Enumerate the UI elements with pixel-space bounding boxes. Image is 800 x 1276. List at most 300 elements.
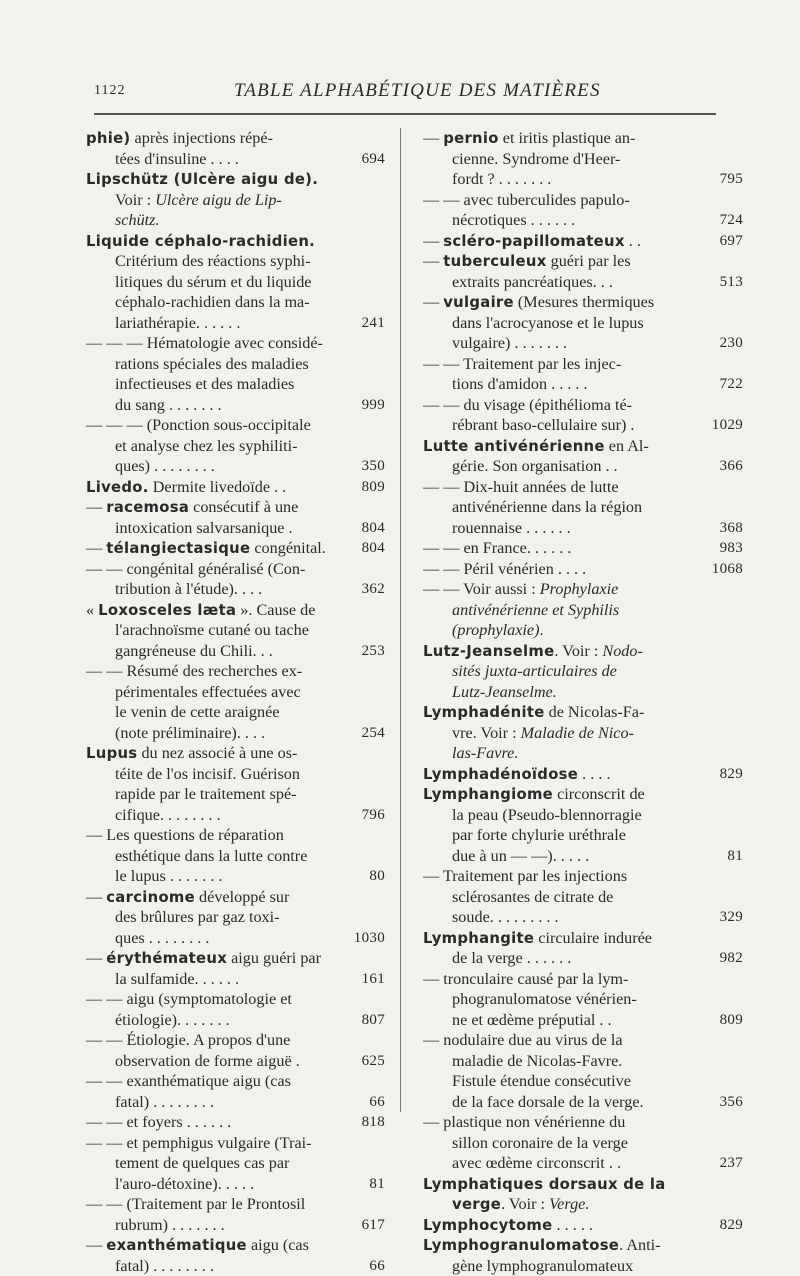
entry-text: de la verge . . . . . . (452, 949, 571, 967)
page-reference: 724 (720, 210, 743, 231)
page-number: 1122 (94, 83, 125, 99)
entry-text: avec œdème circonscrit . . (452, 1154, 621, 1172)
entry-line (452, 1092, 713, 1113)
entry-line (115, 1174, 376, 1195)
index-entry (423, 764, 713, 785)
entry-heading: Lymphocytome (423, 1217, 553, 1234)
entry-line (452, 497, 713, 518)
entry-text: rébrant baso-cellulaire sur) . (452, 416, 634, 434)
running-title: TABLE ALPHABÉTIQUE DES MATIÈRES (234, 80, 601, 102)
entry-reference: las-Favre. (452, 744, 518, 762)
page-reference: 1030 (354, 928, 385, 949)
index-entry (86, 333, 376, 415)
entry-line (423, 743, 713, 764)
entry-text: — (423, 232, 443, 250)
entry-line (423, 928, 713, 949)
entry-line (115, 1051, 376, 1072)
entry-line (86, 600, 376, 621)
entry-line (115, 374, 376, 395)
entry-text: infectieuses et des maladies (115, 375, 294, 393)
index-entry (86, 1235, 376, 1276)
entry-line (452, 313, 713, 334)
entry-line (452, 1051, 713, 1072)
entry-text: . . . . (578, 765, 610, 783)
entry-heading: verge (452, 1196, 501, 1213)
entry-text: vulgaire) . . . . . . . (452, 334, 567, 352)
entry-line (452, 600, 713, 621)
entry-line (452, 1133, 713, 1154)
page-reference: 1068 (712, 559, 743, 580)
entry-line (115, 456, 376, 477)
entry-text: fatal) . . . . . . . . (115, 1093, 214, 1111)
entry-line (115, 907, 376, 928)
page-reference: 254 (362, 723, 385, 744)
entry-line (423, 764, 713, 785)
entry-line (452, 620, 713, 641)
entry-text: observation de forme aiguë . (115, 1052, 300, 1070)
page-reference: 253 (362, 641, 385, 662)
entry-line (423, 456, 713, 477)
entry-line (452, 1071, 713, 1092)
entry-line (423, 641, 713, 662)
entry-text: — — Traitement par les injec- (423, 355, 621, 373)
entry-line (86, 313, 376, 334)
entry-heading: Lymphangite (423, 930, 534, 947)
entry-text: développé sur (195, 888, 289, 906)
entry-line (86, 477, 376, 498)
entry-line (423, 559, 713, 580)
entry-heading: Livedo. (86, 479, 149, 496)
index-entry (423, 641, 713, 703)
entry-line (423, 702, 713, 723)
column-divider (400, 128, 401, 1112)
entry-text: Dermite livedoïde . . (149, 478, 287, 496)
entry-text: « (86, 601, 98, 619)
entry-text: — plastique non vénérienne du (423, 1113, 625, 1131)
entry-text: le lupus . . . . . . . (115, 867, 222, 885)
entry-text: — (86, 1236, 106, 1254)
entry-text: soude. . . . . . . . . (452, 908, 559, 926)
page-reference: 81 (727, 846, 743, 867)
entry-line (423, 354, 713, 375)
entry-line (452, 333, 713, 354)
entry-text: téite de l'os incisif. Guérison (115, 765, 300, 783)
entry-line (115, 518, 376, 539)
entry-heading: carcinome (106, 889, 195, 906)
entry-text: et analyse chez les syphiliti- (115, 437, 298, 455)
entry-line (423, 251, 713, 272)
entry-text: congénital. (250, 539, 326, 557)
entry-text: — — (Traitement par le Prontosil (86, 1195, 305, 1213)
index-entry (423, 784, 713, 866)
entry-text: tions d'amidon . . . . . (452, 375, 588, 393)
entry-line (86, 559, 376, 580)
entry-line (452, 210, 713, 231)
entry-text: — — et pemphigus vulgaire (Trai- (86, 1134, 312, 1152)
entry-line (423, 538, 713, 559)
entry-heading: Lymphogranulomatose (423, 1237, 619, 1254)
entry-line (452, 907, 713, 928)
entry-text: l'arachnoïsme cutané ou tache (115, 621, 309, 639)
entry-text: tement de quelques cas par (115, 1154, 289, 1172)
index-column-left (86, 128, 376, 1276)
entry-text: . Voir : (554, 642, 602, 660)
page-reference: 617 (362, 1215, 385, 1236)
page-reference: 513 (720, 272, 743, 293)
entry-text: de Nicolas-Fa- (545, 703, 645, 721)
entry-line (452, 887, 713, 908)
entry-line (115, 395, 376, 416)
page-reference: 804 (362, 538, 385, 559)
page-reference: 161 (362, 969, 385, 990)
entry-text: — Traitement par les injections (423, 867, 627, 885)
index-entry (86, 497, 376, 538)
entry-line (86, 1194, 376, 1215)
entry-text: . (540, 621, 544, 639)
entry-line (86, 1071, 376, 1092)
entry-heading: érythémateux (106, 950, 227, 967)
entry-line (86, 251, 376, 272)
entry-text: ». Cause de (236, 601, 315, 619)
entry-line (86, 743, 376, 764)
entry-line (86, 1235, 376, 1256)
entry-line (423, 1256, 713, 1276)
entry-heading: Lupus (86, 745, 137, 762)
header-rule (94, 113, 716, 115)
entry-text: lariathérapie. . . . . . (115, 314, 240, 332)
entry-text: — (86, 888, 106, 906)
index-entry (86, 1112, 376, 1133)
entry-line (115, 682, 376, 703)
entry-text: gangréneuse du Chili. . . (115, 642, 273, 660)
entry-line (115, 1010, 376, 1031)
entry-reference: antivénérienne et Syphilis (452, 601, 619, 619)
page-reference: 722 (720, 374, 743, 395)
page-reference: 829 (720, 764, 743, 785)
entry-line (86, 784, 376, 805)
entry-heading: exanthématique (106, 1237, 247, 1254)
entry-text: — (423, 129, 443, 147)
entry-text: due à un — —). . . . . (452, 847, 589, 865)
page-reference: 983 (720, 538, 743, 559)
index-column-right (423, 128, 713, 1276)
page-reference: 982 (720, 948, 743, 969)
entry-line (86, 887, 376, 908)
entry-line (115, 354, 376, 375)
entry-text: rouennaise . . . . . . (452, 519, 571, 537)
entry-line (423, 477, 713, 498)
entry-line (86, 1133, 376, 1154)
index-entry (86, 128, 376, 169)
entry-text: — — — Hématologie avec considé- (86, 334, 323, 352)
entry-text: en Al- (605, 437, 649, 455)
index-entry (423, 354, 713, 395)
page-reference: 829 (720, 1215, 743, 1236)
entry-line (423, 723, 713, 744)
entry-text: la peau (Pseudo-blennorragie (452, 806, 642, 824)
index-entry (86, 169, 376, 231)
entry-line (86, 149, 376, 170)
index-entry (423, 1030, 713, 1112)
entry-text: guéri par les (547, 252, 631, 270)
entry-text: gérie. Son organisation . . (452, 457, 618, 475)
page-reference: 807 (362, 1010, 385, 1031)
entry-text: — — Résumé des recherches ex- (86, 662, 302, 680)
index-entry (86, 887, 376, 949)
index-entry (423, 128, 713, 190)
entry-line (452, 415, 713, 436)
entry-text: — (86, 498, 106, 516)
entry-text: — — Dix-huit années de lutte (423, 478, 619, 496)
page-reference: 350 (362, 456, 385, 477)
entry-text: — — Voir aussi : (423, 580, 540, 598)
entry-reference: sités juxta-articulaires de (452, 662, 617, 680)
entry-text: ne et œdème préputial . . (452, 1011, 612, 1029)
entry-text: gène lymphogranulomateux (452, 1257, 633, 1275)
entry-line (452, 518, 713, 539)
entry-heading: Lymphadénite (423, 704, 545, 721)
index-entry (423, 969, 713, 1031)
index-entry (86, 1030, 376, 1071)
entry-line (423, 436, 713, 457)
entry-text: (note préliminaire). . . . (115, 724, 265, 742)
entry-text: des brûlures par gaz toxi- (115, 908, 280, 926)
page-reference: 625 (362, 1051, 385, 1072)
entry-text: l'auro-détoxine). . . . . (115, 1175, 254, 1193)
page-reference: 230 (720, 333, 743, 354)
page-reference: 362 (362, 579, 385, 600)
entry-text: . . (625, 232, 641, 250)
index-entry (86, 559, 376, 600)
entry-text: ques) . . . . . . . . (115, 457, 215, 475)
page-reference: 1029 (712, 415, 743, 436)
page-reference: 237 (720, 1153, 743, 1174)
index-entry (86, 1071, 376, 1112)
entry-line (423, 682, 713, 703)
entry-line (115, 866, 376, 887)
entry-text: par forte chylurie uréthrale (452, 826, 626, 844)
index-entry (423, 1215, 713, 1236)
entry-text: — — et foyers . . . . . . (86, 1113, 231, 1131)
page-reference: 809 (362, 477, 385, 498)
entry-line (423, 1235, 713, 1256)
index-entry (86, 231, 376, 334)
entry-text: — — Péril vénérien . . . . (423, 560, 586, 578)
page-reference: 241 (362, 313, 385, 334)
index-entry (423, 1235, 713, 1276)
entry-line (86, 805, 376, 826)
entry-text: consécutif à une (189, 498, 298, 516)
entry-line (86, 497, 376, 518)
entry-text: maladie de Nicolas-Favre. (452, 1052, 622, 1070)
entry-line (86, 764, 376, 785)
entry-text: du nez associé à une os- (137, 744, 297, 762)
entry-text: étiologie). . . . . . . (115, 1011, 230, 1029)
entry-reference: schütz. (115, 211, 160, 229)
page-reference: 796 (362, 805, 385, 826)
page-reference: 81 (369, 1174, 385, 1195)
index-entry (86, 661, 376, 743)
index-entry (423, 395, 713, 436)
entry-text: le venin de cette araignée (115, 703, 279, 721)
entry-heading: tuberculeux (443, 253, 546, 270)
entry-text: Voir : (115, 191, 155, 209)
entry-text: — — exanthématique aigu (cas (86, 1072, 291, 1090)
entry-text: — Les questions de réparation (86, 826, 284, 844)
entry-text: intoxication salvarsanique . (115, 519, 293, 537)
index-entry (423, 538, 713, 559)
index-entry (86, 743, 376, 825)
entry-reference: Verge. (549, 1195, 589, 1213)
entry-text: . Voir : (501, 1195, 549, 1213)
entry-heading: scléro-papillomateux (443, 233, 624, 250)
page-reference: 795 (720, 169, 743, 190)
entry-text: cifique. . . . . . . . (115, 806, 221, 824)
page-header (94, 80, 716, 106)
entry-text: sclérosantes de citrate de (452, 888, 613, 906)
page-reference: 80 (369, 866, 385, 887)
entry-line (115, 723, 376, 744)
entry-reference: Ulcère aigu de Lip- (155, 191, 282, 209)
entry-heading: Loxosceles læta (98, 602, 236, 619)
entry-text: litiques du sérum et du liquide (115, 273, 311, 291)
entry-text: — — du visage (épithélioma té- (423, 396, 632, 414)
entry-line (86, 210, 376, 231)
entry-heading: télangiectasique (106, 540, 250, 557)
entry-line (423, 969, 713, 990)
entry-line (86, 333, 376, 354)
entry-line (86, 538, 376, 559)
entry-text: tribution à l'étude). . . . (115, 580, 262, 598)
page-reference: 356 (720, 1092, 743, 1113)
entry-heading: racemosa (106, 499, 189, 516)
entry-line (423, 231, 713, 252)
entry-reference: (prophylaxie) (452, 621, 540, 639)
entry-heading: pernio (443, 130, 499, 147)
index-entry (423, 1112, 713, 1174)
entry-line (86, 641, 376, 662)
entry-reference: Nodo- (602, 642, 642, 660)
entry-text: extraits pancréatiques. . . (452, 273, 613, 291)
entry-text: nécrotiques . . . . . . (452, 211, 575, 229)
entry-line (452, 989, 713, 1010)
entry-line (452, 1153, 713, 1174)
entry-text: Fistule étendue consécutive (452, 1072, 631, 1090)
entry-line (86, 231, 376, 252)
entry-line (423, 825, 713, 846)
entry-line (115, 436, 376, 457)
entry-text: circonscrit de (553, 785, 645, 803)
entry-text: tées d'insuline . . . . (115, 150, 239, 168)
entry-line (423, 395, 713, 416)
entry-heading: vulgaire (443, 294, 514, 311)
entry-text: . . . . . (553, 1216, 593, 1234)
entry-text: cienne. Syndrome d'Heer- (452, 150, 620, 168)
page-reference: 804 (362, 518, 385, 539)
entry-text: — — aigu (symptomatologie et (86, 990, 292, 1008)
entry-text: phogranulomatose vénérien- (452, 990, 637, 1008)
entry-text: rations spéciales des maladies (115, 355, 309, 373)
entry-line (115, 1092, 376, 1113)
entry-line (452, 1010, 713, 1031)
index-entry (423, 190, 713, 231)
index-entry (423, 1174, 713, 1215)
entry-line (423, 866, 713, 887)
entry-reference: Maladie de Nico- (521, 724, 634, 742)
entry-line (86, 825, 376, 846)
entry-heading: Lutz-Jeanselme (423, 643, 554, 660)
entry-reference: Prophylaxie (540, 580, 619, 598)
index-entry (86, 538, 376, 559)
index-entry (423, 251, 713, 292)
page-reference: 697 (720, 231, 743, 252)
entry-heading: Lipschütz (Ulcère aigu de). (86, 171, 318, 188)
entry-line (423, 128, 713, 149)
entry-text: ques . . . . . . . . (115, 929, 209, 947)
entry-text: — — en France. . . . . . (423, 539, 571, 557)
entry-line (115, 969, 376, 990)
entry-text: — nodulaire due au virus de la (423, 1031, 623, 1049)
index-entry (86, 477, 376, 498)
index-entry (423, 866, 713, 928)
entry-line (423, 948, 713, 969)
entry-line (423, 1215, 713, 1236)
entry-line (86, 989, 376, 1010)
entry-heading: Lymphatiques dorsaux de la (423, 1176, 666, 1193)
entry-text: Critérium des réactions syphi- (115, 252, 311, 270)
entry-text: fatal) . . . . . . . . (115, 1257, 214, 1275)
page-reference: 999 (362, 395, 385, 416)
entry-line (452, 272, 713, 293)
entry-text: . Anti- (619, 1236, 660, 1254)
entry-text: — (423, 252, 443, 270)
entry-line (423, 1174, 713, 1195)
page-reference: 329 (720, 907, 743, 928)
entry-text: (Mesures thermiques (514, 293, 654, 311)
entry-line (86, 415, 376, 436)
entry-text: sillon coronaire de la verge (452, 1134, 628, 1152)
entry-line (115, 928, 376, 949)
entry-text: la sulfamide. . . . . . (115, 970, 239, 988)
entry-text: esthétique dans la lutte contre (115, 847, 307, 865)
page-reference: 368 (720, 518, 743, 539)
entry-line (423, 1194, 713, 1215)
entry-line (115, 846, 376, 867)
index-entry (423, 231, 713, 252)
page-reference: 694 (362, 149, 385, 170)
entry-text: antivénérienne dans la région (452, 498, 642, 516)
entry-line (423, 805, 713, 826)
entry-text: — — — (Ponction sous-occipitale (86, 416, 311, 434)
entry-line (86, 128, 376, 149)
entry-line (423, 292, 713, 313)
entry-line (86, 292, 376, 313)
entry-heading: Liquide céphalo-rachidien. (86, 233, 315, 250)
entry-heading: Lutte antivénérienne (423, 438, 605, 455)
entry-line (115, 1215, 376, 1236)
index-entry (423, 436, 713, 477)
entry-line (423, 846, 713, 867)
entry-line (86, 661, 376, 682)
entry-text: — — Étiologie. A propos d'une (86, 1031, 290, 1049)
entry-text: dans l'acrocyanose et le lupus (452, 314, 644, 332)
entry-line (423, 661, 713, 682)
page-reference: 818 (362, 1112, 385, 1133)
entry-text: rapide par le traitement spé- (115, 785, 297, 803)
entry-reference: Lutz-Jeanselme. (452, 683, 557, 701)
entry-line (423, 190, 713, 211)
entry-line (452, 374, 713, 395)
